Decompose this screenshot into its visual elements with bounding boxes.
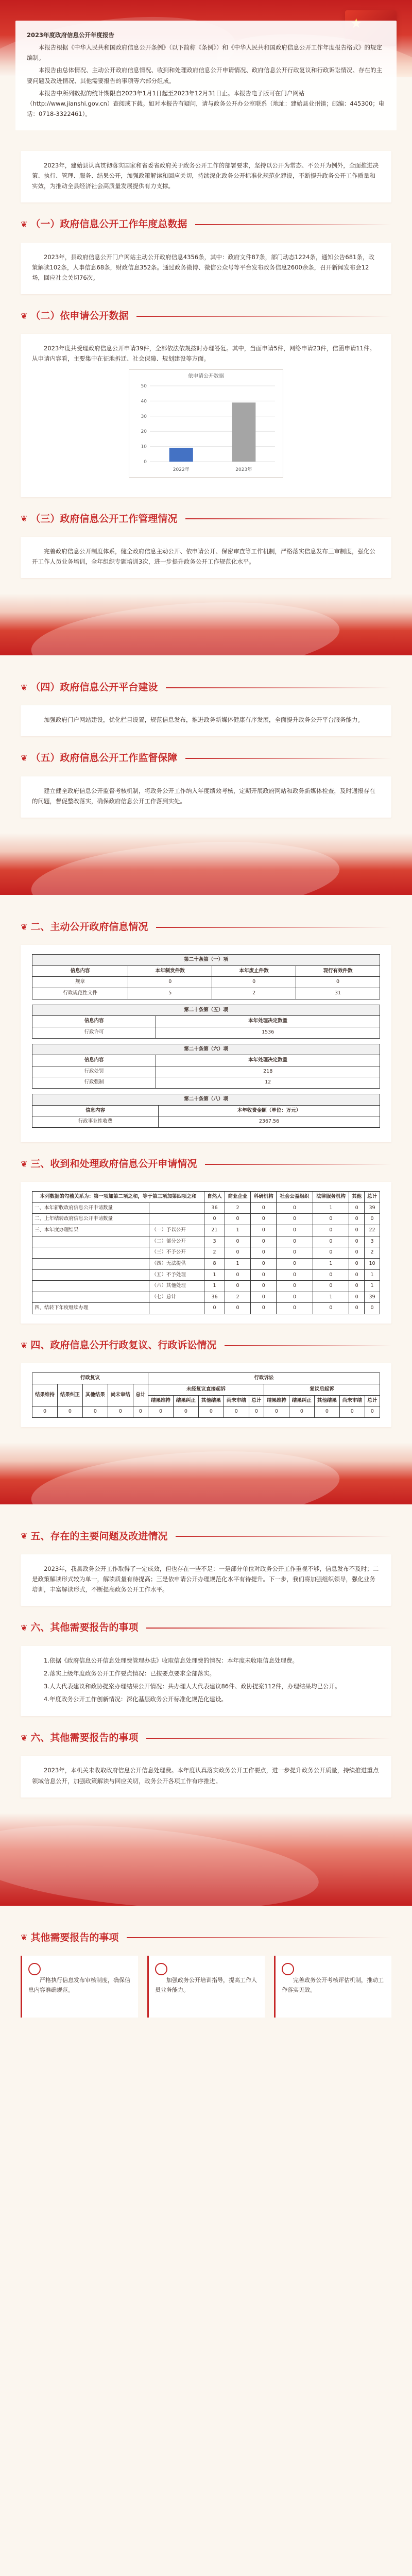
bird-icon: ❦ (21, 1623, 28, 1633)
section-title: ❦ （五）政府信息公开工作监督保障 (21, 750, 391, 767)
chart-title: 依申请公开数据 (188, 373, 224, 379)
card-row (21, 1956, 391, 2018)
summary-box (21, 151, 391, 202)
section-title: ❦ 三、收到和处理政府信息公开申请情况 (21, 1156, 391, 1173)
problems-section (0, 1504, 412, 1813)
info-card: 严格执行信息发布审核制度，确保信息内容准确规范。 (21, 1956, 138, 2018)
table-row: 规章 0 0 0 (32, 977, 380, 988)
bird-icon: ❦ (21, 1340, 28, 1350)
section-body: 2023年度共受理政府信息公开申请39件，全部依法依规按时办理答复。其中，当面申请5件，网络申请23件，信函申请11件。从申请内容看，主要集中在征地拆迁、社会保障、规划建设等方面。 依申请公开数据 0 10 20 30 40 50 2022年 2023年 (21, 334, 391, 497)
intro-paragraph: 本报告由总体情况、主动公开政府信息情况、收到和处理政府信息公开申请情况、政府信息公开行政复议和行政诉讼情况、存在的主要问题及改进情况、其他需要报告的事项等六部分组成。 (27, 66, 382, 84)
disclosure-table: 第二十条第（一）项 信息内容 本年制发件数 本年废止件数 现行有效件数 规章 0 0 0 行政规范性文件 5 2 31 (32, 954, 380, 999)
seal-icon (155, 1963, 167, 1975)
bird-icon: ❦ (21, 1933, 28, 1943)
seal-icon (28, 1963, 41, 1975)
application-table: 本列数据的勾稽关系为：第一项加第二项之和，等于第三项加第四项之和 自然人 商业企业 科研机构 社会公益组织 法律服务机构 其他 总计 一、本年新收政府信息公开申请数量 36 2 0 0 1 0 39 二、上年结转政府信息公开申请数量 0 0 0 0 0 0 0 三、本年度办理结果 （一）予以公开 21 1 0 0 0 0 22 （二）部分公开 3 0 0 0 0 0 3 （三）不予公开 2 0 0 0 0 0 2 （四）无法提供 8 1 0 0 1 0 10 （五）不予处理 1 0 0 0 0 0 1 （六）其他处理 1 0 0 0 0 0 1 （七）总计 36 2 0 0 1 0 39 四、结转下年度继续办理 0 0 0 0 0 0 0 (32, 1191, 380, 1314)
bird-icon: ❦ (21, 1531, 28, 1541)
table-row: 行政规范性文件 5 2 31 (32, 988, 380, 999)
intro-box (15, 21, 397, 130)
table-row: 行政事业性收费 2367.56 (32, 1116, 380, 1128)
section-body: 2023年，我县政务公开工作取得了一定成效，但也存在一些不足：一是部分单位对政务公开工作重视不够，信息发布不及时；二是政策解读形式较为单一，解读质量有待提高；三是依申请公开办理规范化水平有待提升。下一步，我们将加强组织领导，强化业务培训，丰富解读形式，不断提高政务公开工作水平。 (21, 1554, 391, 1606)
intro-heading: 2023年度政府信息公开年度报告 (27, 31, 115, 39)
table-row: 0 0 0 0 0 0 0 0 0 0 0 0 0 0 0 (32, 1406, 380, 1418)
section-title: ❦ （一）政府信息公开工作年度总数据 (21, 216, 391, 233)
bar (232, 402, 255, 462)
decorative-band (0, 833, 412, 895)
intro-paragraph: 本报告中所列数据的统计期限自2023年1月1日起至2023年12月31日止。本报告电子版可在门户网站（http://www.jianshi.gov.cn）查阅或下载。如对本报告有疑问，请与政务公开办公室联系（地址：建始县业州镇；邮编：445300；电话：0718-3322461）。 (27, 89, 385, 117)
table-box (21, 1363, 391, 1427)
decorative-band (0, 1813, 412, 1906)
intro-paragraph: 本报告根据《中华人民共和国政府信息公开条例》（以下简称《条例》）和《中华人民共和国政府信息公开工作年度报告格式》的规定编制。 (27, 44, 382, 62)
y-tick-label: 50 (141, 384, 147, 389)
section-body: 加强政府门户网站建设，优化栏目设置，规范信息发布，推进政务新媒体健康有序发展，全面提升政务公开平台服务能力。 (21, 705, 391, 736)
section-body: 2023年，县政府信息公开门户网站主动公开政府信息4356条，其中：政府文件87条，部门动态1224条，通知公告681条，政策解读102条，人事信息68条，财政信息352条。通过政务微博、微信公众号等平台发布政务信息2600余条，召开新闻发布会12场，回应社会关切76次。 (21, 243, 391, 294)
table-row: （三）不予公开 2 0 0 0 0 0 2 (32, 1247, 380, 1259)
bird-icon: ❦ (21, 514, 28, 524)
table-row: （五）不予处理 1 0 0 0 0 0 1 (32, 1269, 380, 1281)
bird-icon: ❦ (21, 922, 28, 932)
disclosure-table: 第二十条第（五）项 信息内容 本年处理决定数量 行政许可 1536 (32, 1005, 380, 1039)
section-title: ❦ 二、主动公开政府信息情况 (21, 919, 391, 936)
section-title: ❦ 其他需要报告的事项 (21, 1929, 391, 1946)
seal-icon (282, 1963, 294, 1975)
chart-svg (129, 381, 283, 476)
x-tick-label: 2022年 (173, 467, 190, 472)
table-box (21, 1182, 391, 1324)
section-title: ❦ 五、存在的主要问题及改进情况 (21, 1528, 391, 1545)
section-body: 完善政府信息公开制度体系，健全政府信息主动公开、依申请公开、保密审查等工作机制，严格落实信息发布三审制度，强化公开工作人员业务培训，全年组织专题培训3次，进一步提升政务公开工作规范化水平。 (21, 537, 391, 578)
decorative-band (0, 1443, 412, 1504)
section-body: 2023年，本机关未收取政府信息公开信息处理费。本年度认真落实政务公开工作要点，进一步提升政务公开质量，持续推进重点领域信息公开，加强政策解读与回应关切，政务公开各项工作有序推进。 (21, 1756, 391, 1797)
section-title: ❦ （四）政府信息公开平台建设 (21, 679, 391, 696)
active-disclosure-section (0, 895, 412, 1443)
section-title: ❦ 六、其他需要报告的事项 (21, 1730, 391, 1747)
bar (169, 448, 193, 462)
bar-chart (129, 369, 283, 478)
section-body: 建立健全政府信息公开监督考核机制，将政务公开工作纳入年度绩效考核，定期开展政府网站和政务新媒体检查，及时通报存在的问题，督促整改落实，确保政府信息公开工作落到实处。 (21, 776, 391, 818)
decorative-band (0, 594, 412, 655)
table-row: 行政强制 12 (32, 1077, 380, 1089)
section-title: ❦ （三）政府信息公开工作管理情况 (21, 511, 391, 528)
y-tick-label: 20 (141, 429, 147, 435)
disclosure-table: 第二十条第（六）项 信息内容 本年处理决定数量 行政处罚 218 行政强制 12 (32, 1044, 380, 1089)
y-tick-label: 40 (141, 399, 147, 404)
table-row: （七）总计 36 2 0 0 1 0 39 (32, 1292, 380, 1303)
section-title: ❦ 四、政府信息公开行政复议、行政诉讼情况 (21, 1337, 391, 1354)
bird-icon: ❦ (21, 311, 28, 321)
table-row: （四）无法提供 8 1 0 0 1 0 10 (32, 1258, 380, 1269)
table-row: 二、上年结转政府信息公开申请数量 0 0 0 0 0 0 0 (32, 1214, 380, 1225)
platform-section (0, 655, 412, 833)
x-tick-label: 2023年 (235, 467, 252, 472)
other-section (0, 1906, 412, 2048)
chart-container (32, 369, 380, 478)
y-tick-label: 30 (141, 414, 147, 419)
table-box (21, 945, 391, 1142)
section-title: ❦ （二）依申请公开数据 (21, 308, 391, 325)
info-card: 加强政务公开培训指导，提高工作人员业务能力。 (147, 1956, 265, 2018)
bird-icon: ❦ (21, 1159, 28, 1169)
table-row: （六）其他处理 1 0 0 0 0 0 1 (32, 1281, 380, 1292)
y-tick-label: 0 (144, 460, 147, 465)
table-row: 一、本年新收政府信息公开申请数量 36 2 0 0 1 0 39 (32, 1202, 380, 1214)
bird-icon: ❦ (21, 219, 28, 229)
table-row: 行政处罚 218 (32, 1066, 380, 1077)
bird-icon: ❦ (21, 753, 28, 763)
summary-paragraph: 2023年，建始县认真贯彻落实国家和省委省政府关于政务公开工作的部署要求，坚持以公开为常态、不公开为例外，全面推进决策、执行、管理、服务、结果公开，加强政策解读和回应关切，持续深化政务公开标准化规范化建设，不断提升政务公开工作质量和实效，为推动全县经济社会高质量发展提供有力支撑。 (32, 162, 379, 190)
table-row: 行政许可 1536 (32, 1027, 380, 1038)
summary-section (0, 130, 412, 594)
section-title: ❦ 六、其他需要报告的事项 (21, 1619, 391, 1636)
table-row: （二）部分公开 3 0 0 0 0 0 3 (32, 1236, 380, 1247)
info-card: 完善政务公开考核评估机制，推动工作落实见效。 (274, 1956, 391, 2018)
bird-icon: ❦ (21, 682, 28, 692)
section-body: 1.依据《政府信息公开信息处理费管理办法》收取信息处理费的情况：本年度未收取信息处理费。 2.落实上级年度政务公开工作要点情况：已按要点要求全部落实。 3.人大代表建议和政协提案办理结果公开情况：共办理人大代表建议86件、政协提案112件，办理结果均已公开。 4.年度政务公开工作创新情况：深化基层政务公开标准化规范化建设。 (21, 1646, 391, 1717)
disclosure-table: 第二十条第（八）项 信息内容 本年收费金额（单位：万元） 行政事业性收费 2367.56 (32, 1094, 380, 1128)
bird-icon: ❦ (21, 1733, 28, 1743)
y-tick-label: 10 (141, 444, 147, 450)
table-row: 四、结转下年度继续办理 0 0 0 0 0 0 0 (32, 1303, 380, 1314)
table-row: 三、本年度办理结果 （一）予以公开 21 1 0 0 0 0 22 (32, 1225, 380, 1236)
review-litigation-table: 行政复议 行政诉讼 结果维持 结果纠正 其他结果 尚未审结 总计 未经复议直接起诉 复议后起诉 结果维持 结果纠正 其他结果 尚未审结 总计 结果维持 结果纠正 其他结果 尚未审结 总计 0 0 0 0 0 0 0 0 0 0 0 0 0 0 0 (32, 1372, 380, 1418)
